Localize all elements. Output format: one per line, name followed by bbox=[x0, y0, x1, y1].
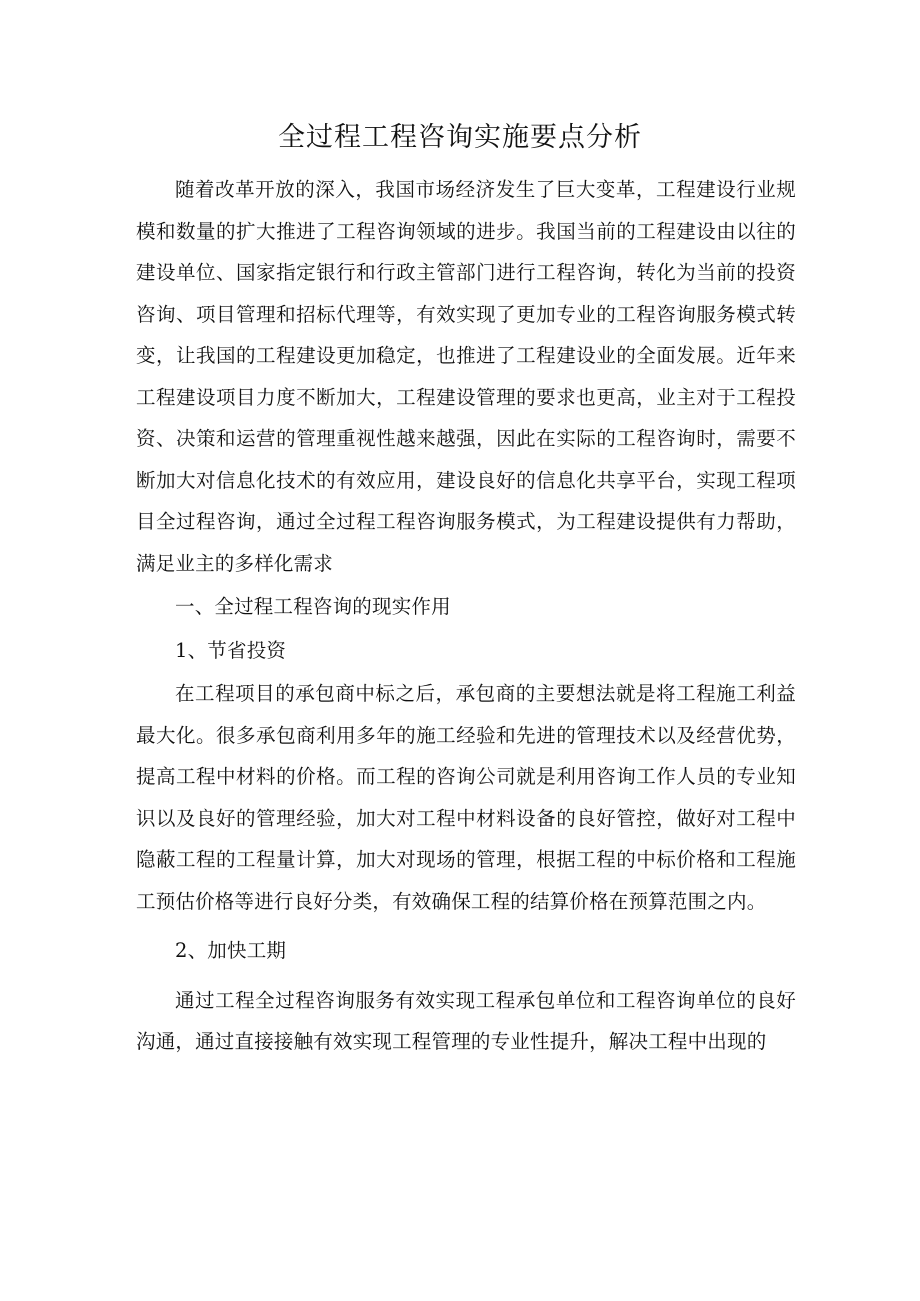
section-heading: 一、全过程工程咨询的现实作用 bbox=[175, 595, 451, 618]
subheading-speed-up-schedule: 2、加快工期 bbox=[175, 939, 287, 962]
subheading-save-investment: 1、节省投资 bbox=[175, 638, 287, 662]
document-body bbox=[136, 169, 796, 1063]
speed-up-schedule-paragraph: 通过工程全过程咨询服务有效实现工程承包单位和工程咨询单位的良好沟通，通过直接接触有效实现工程管理的专业性提升，解决工程中出现的 bbox=[136, 988, 796, 1053]
intro-paragraph: 随着改革开放的深入，我国市场经济发生了巨大变革，工程建设行业规模和数量的扩大推进了工程咨询领域的进步。我国当前的工程建设由以往的建设单位、国家指定银行和行政主管部门进行工程咨询，转化为当前的投资咨询、项目管理和招标代理等，有效实现了更加专业的工程咨询服务模式转变，让我国的工程建设更加稳定，也推进了工程建设业的全面发展。近年来工程建设项目力度不断加大，工程建设管理的要求也更高，业主对于工程投资、决策和运营的管理重视性越来越强，因此在实际的工程咨询时，需要不断加大对信息化技术的有效应用，建设良好的信息化共享平台，实现工程项目全过程咨询，通过全过程工程咨询服务模式，为工程建设提供有力帮助，满足业主的多样化需求 bbox=[136, 178, 796, 575]
save-investment-paragraph: 在工程项目的承包商中标之后，承包商的主要想法就是将工程施工利益最大化。很多承包商利用多年的施工经验和先进的管理技术以及经营优势，提高工程中材料的价格。而工程的咨询公司就是利用咨询工作人员的专业知识以及良好的管理经验，加大对工程中材料设备的良好管控，做好对工程中隐蔽工程的工程量计算，加大对现场的管理，根据工程的中标价格和工程施工预估价格等进行良好分类，有效确保工程的结算价格在预算范围之内。 bbox=[136, 682, 796, 913]
spacer bbox=[136, 972, 796, 980]
spacer bbox=[136, 922, 796, 930]
document-title: 全过程工程咨询实施要点分析 bbox=[278, 122, 642, 153]
